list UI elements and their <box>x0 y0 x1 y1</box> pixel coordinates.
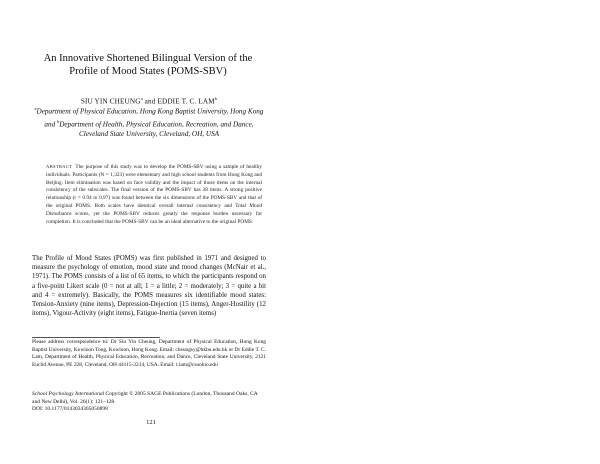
paper-title: An Innovative Shortened Bilingual Version of the Profile of Mood States (POMS-SBV) <box>43 53 253 77</box>
affiliations <box>34 104 264 140</box>
journal-name: School Psychology International <box>32 391 105 397</box>
affiliation-a: Department of Physical Education, Hong Kong Baptist University, Hong Kong and <box>36 107 266 129</box>
footnote-rule <box>32 337 160 338</box>
author-1: SIU YIN CHEUNG <box>80 97 141 106</box>
correspondence-footnote: Please address correspondence to: Dr Siu Yin Cheung, Department of Physical Education, Hong Kong Baptist University, Kowloon Tong, Kowloon, Hong Kong. Email: cheungsy@hkbu.edu.hk or Dr Eddie T. C. Lam, Department of Health, Physical Education, Recreation, and Dance, Cleveland State University, 2121 Euclid Avenue, PE 228, Cleveland, OH 44115-2214, USA. Email: t.lam@csuohio.edu <box>32 339 266 368</box>
author-1-marker: a <box>140 96 143 101</box>
journal-citation <box>32 391 266 414</box>
page-number: 121 <box>146 419 156 426</box>
abstract-text: The purpose of this study was to develop the POMS-SBV using a sample of healthy individuals. Participants (N = 1,323) were elementary and high school students from Hong Kong and Beijing. Item elimination was based on face validity and the impact of those items on the internal consistency of the subscales. The final version of the POMS-SBV has 38 items. A strong positive relationship (r = 0.94 to 0.97) was found between the six dimensions of the POMS-SBV and that of the original POMS. Both scales have identical overall internal consistency and Total Mood Disturbance scores, yet the POMS-SBV reduces greatly the response burden necessary for completion. It is concluded that the POMS-SBV can be an ideal alternative to the original POMS. <box>46 164 262 225</box>
author-conjunction: and <box>142 97 158 106</box>
abstract-label: ABSTRACT <box>46 164 73 169</box>
affiliation-b: Department of Health, Physical Education, Recreation, and Dance, Cleveland State University, Cleveland, OH, USA <box>59 120 254 139</box>
affiliation-a-marker: a <box>34 106 37 111</box>
affiliation-b-marker: b <box>56 118 60 124</box>
journal-doi: DOI: 10.1177/0143034305050898 <box>32 406 108 412</box>
author-2-marker: b <box>214 96 218 101</box>
body-text: The Profile of Mood States (POMS) was first published in 1971 and designed to measure the psychology of emotion, mood state and mood changes (McNair et al., 1971). The POMS consists of a list of 65 items, to which the participants respond on a five-point Likert scale (0 = not at all; 1 = a little; 2 = moderately; 3 = quite a bit and 4 = extremely). Basically, the POMS measures six identifiable mood states: Tension-Anxiety (nine items), Depression-Dejection (15 items), Anger-Hostility (12 items), Vigour-Activity (eight items), Fatigue-Inertia (seven items) <box>32 255 266 318</box>
author-2: EDDIE T. C. LAM <box>157 97 215 106</box>
journal-copyright: Copyright © 2005 SAGE Publications (London, Thousand Oaks, CA and New Delhi), Vol. 26(1): 121–128. <box>32 391 258 405</box>
abstract <box>46 163 262 226</box>
